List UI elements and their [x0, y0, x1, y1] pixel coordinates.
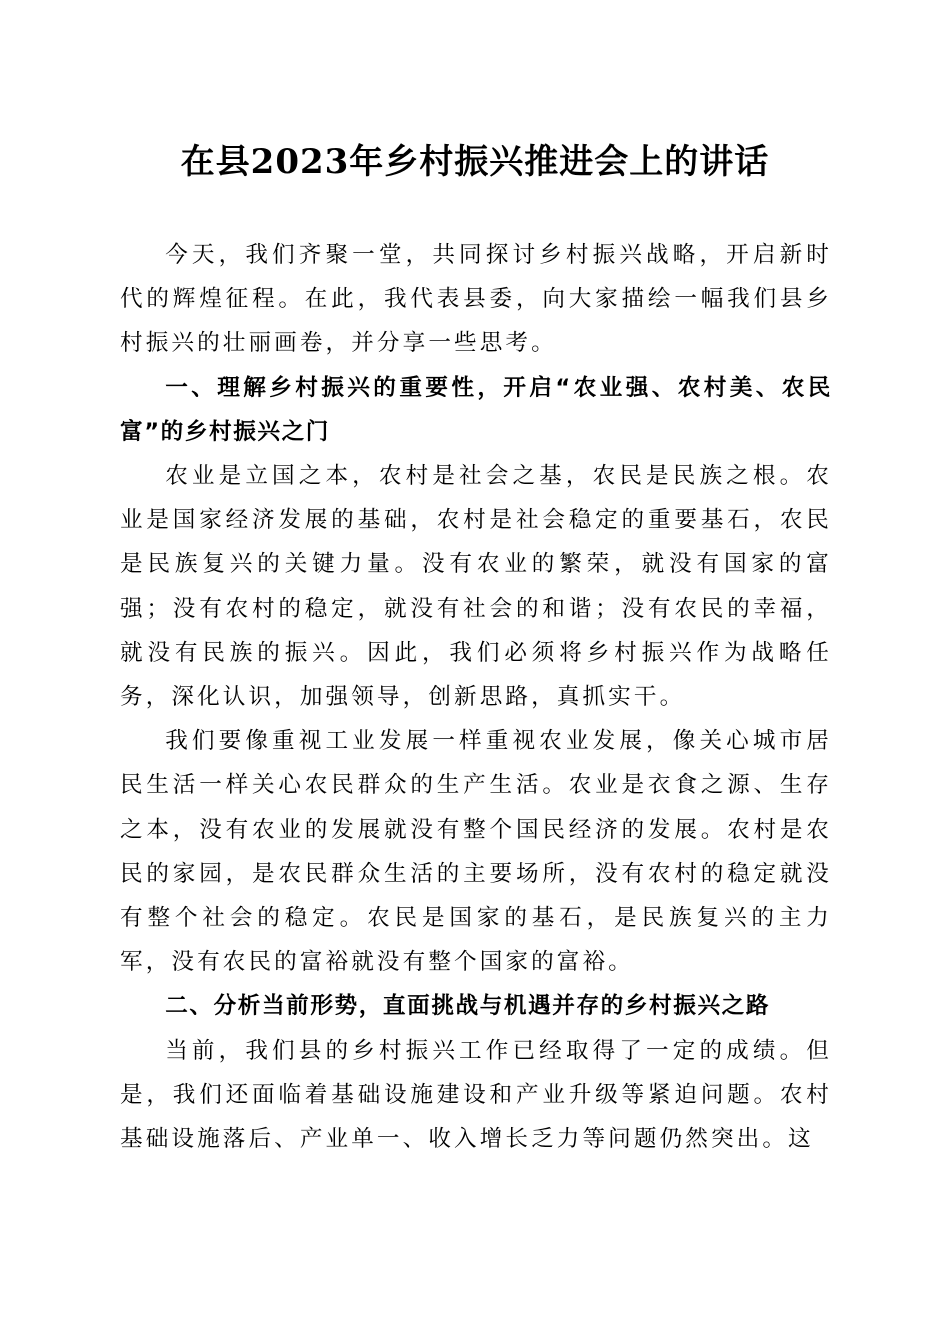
- section-heading-2: 二、分析当前形势，直面挑战与机遇并存的乡村振兴之路: [165, 993, 771, 1020]
- body-paragraph: 当前，我们县的乡村振兴工作已经取得了一定的成绩。但是，我们还面临着基础设施建设和产业升级等紧迫问题。农村基础设施落后、产业单一、收入增长乏力等问题仍然突出。这: [120, 1037, 832, 1153]
- intro-paragraph: 今天，我们齐聚一堂，共同探讨乡村振兴战略，开启新时代的辉煌征程。在此，我代表县委，向大家描绘一幅我们县乡村振兴的壮丽画卷，并分享一些思考。: [120, 242, 832, 357]
- body-paragraph: 我们要像重视工业发展一样重视农业发展，像关心城市居民生活一样关心农民群众的生产生活。农业是衣食之源、生存之本，没有农业的发展就没有整个国民经济的发展。农村是农民的家园，是农民群众生活的主要场所，没有农村的稳定就没有整个社会的稳定。农民是国家的基石，是民族复兴的主力军，没有农民的富裕就没有整个国家的富裕。: [120, 728, 832, 976]
- body-paragraph: 农业是立国之本，农村是社会之基，农民是民族之根。农业是国家经济发展的基础，农村是社会稳定的重要基石，农民是民族复兴的关键力量。没有农业的繁荣，就没有国家的富强；没有农村的稳定，就没有社会的和谐；没有农民的幸福，就没有民族的振兴。因此，我们必须将乡村振兴作为战略任务，深化认识，加强领导，创新思路，真抓实干。: [120, 463, 832, 711]
- document-title: 在县2023年乡村振兴推进会上的讲话: [180, 142, 770, 182]
- section-heading-1: 一、理解乡村振兴的重要性，开启“农业强、农村美、农民富”的乡村振兴之门: [120, 374, 832, 445]
- document-body: [120, 233, 832, 1161]
